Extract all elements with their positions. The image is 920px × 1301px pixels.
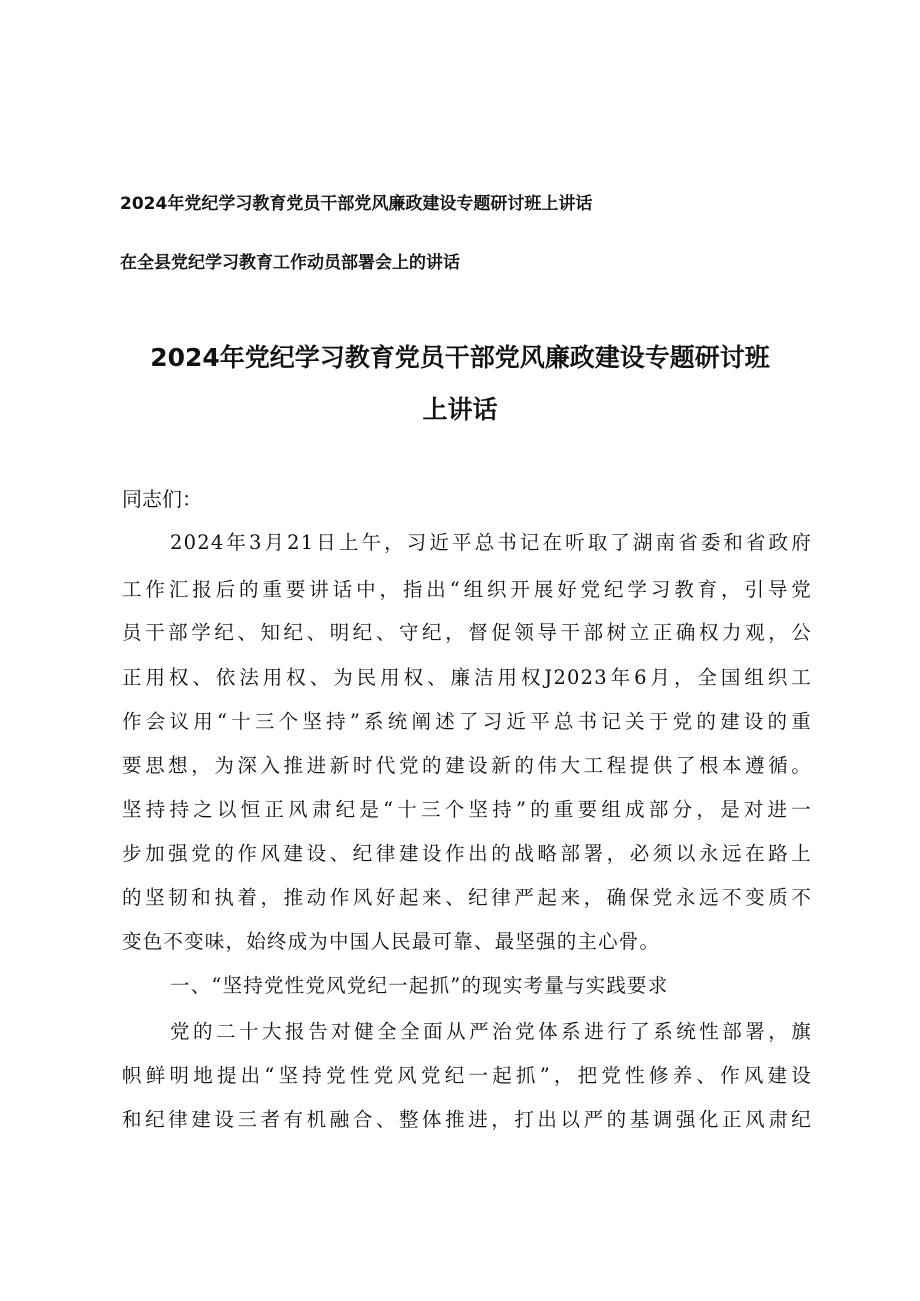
body-line-7: 坚持持之以恒正风肃纪是“十三个坚持”的重要组成部分，是对进一 [122, 798, 812, 821]
document-title-line-1: 2024年党纪学习教育党员干部党风廉政建设专题研讨班 [150, 343, 770, 372]
body-line-6: 要思想，为深入推进新时代党的建设新的伟大工程提供了根本遵循。 [122, 754, 812, 777]
body-line-12: 党的二十大报告对健全全面从严治党体系进行了系统性部署，旗 [170, 1020, 812, 1043]
body-line-8: 步加强党的作风建设、纪律建设作出的战略部署，必须以永远在路上 [122, 842, 812, 865]
body-line-5: 作会议用“十三个坚持”系统阐述了习近平总书记关于党的建设的重 [122, 710, 812, 733]
body-line-2: 工作汇报后的重要讲话中，指出“组织开展好党纪学习教育，引导党 [122, 578, 812, 601]
toc-entry-2: 在全县党纪学习教育工作动员部署会上的讲话 [120, 253, 460, 273]
salutation: 同志们： [122, 487, 202, 511]
body-line-13: 帜鲜明地提出“坚持党性党风党纪一起抓”，把党性修养、作风建设 [122, 1064, 812, 1087]
document-title-line-2: 上讲话 [422, 395, 498, 424]
body-line-4: 正用权、依法用权、为民用权、廉洁用权J2023年6月，全国组织工 [122, 666, 812, 689]
body-line-9: 的坚韧和执着，推动作风好起来、纪律严起来，确保党永远不变质不 [122, 886, 812, 909]
body-line-14: 和纪律建设三者有机融合、整体推进，打出以严的基调强化正风肃纪 [122, 1108, 812, 1131]
body-line-3: 员干部学纪、知纪、明纪、守纪，督促领导干部树立正确权力观，公 [122, 621, 812, 644]
section-heading-1: 一、“坚持党性党风党纪一起抓”的现实考量与实践要求 [170, 974, 669, 997]
body-line-10: 变色不变味，始终成为中国人民最可靠、最坚强的主心骨。 [122, 930, 661, 953]
body-line-1: 2024年3月21日上午，习近平总书记在听取了湖南省委和省政府 [170, 531, 812, 554]
toc-entry-1: 2024年党纪学习教育党员干部党风廉政建设专题研讨班上讲话 [120, 194, 593, 214]
